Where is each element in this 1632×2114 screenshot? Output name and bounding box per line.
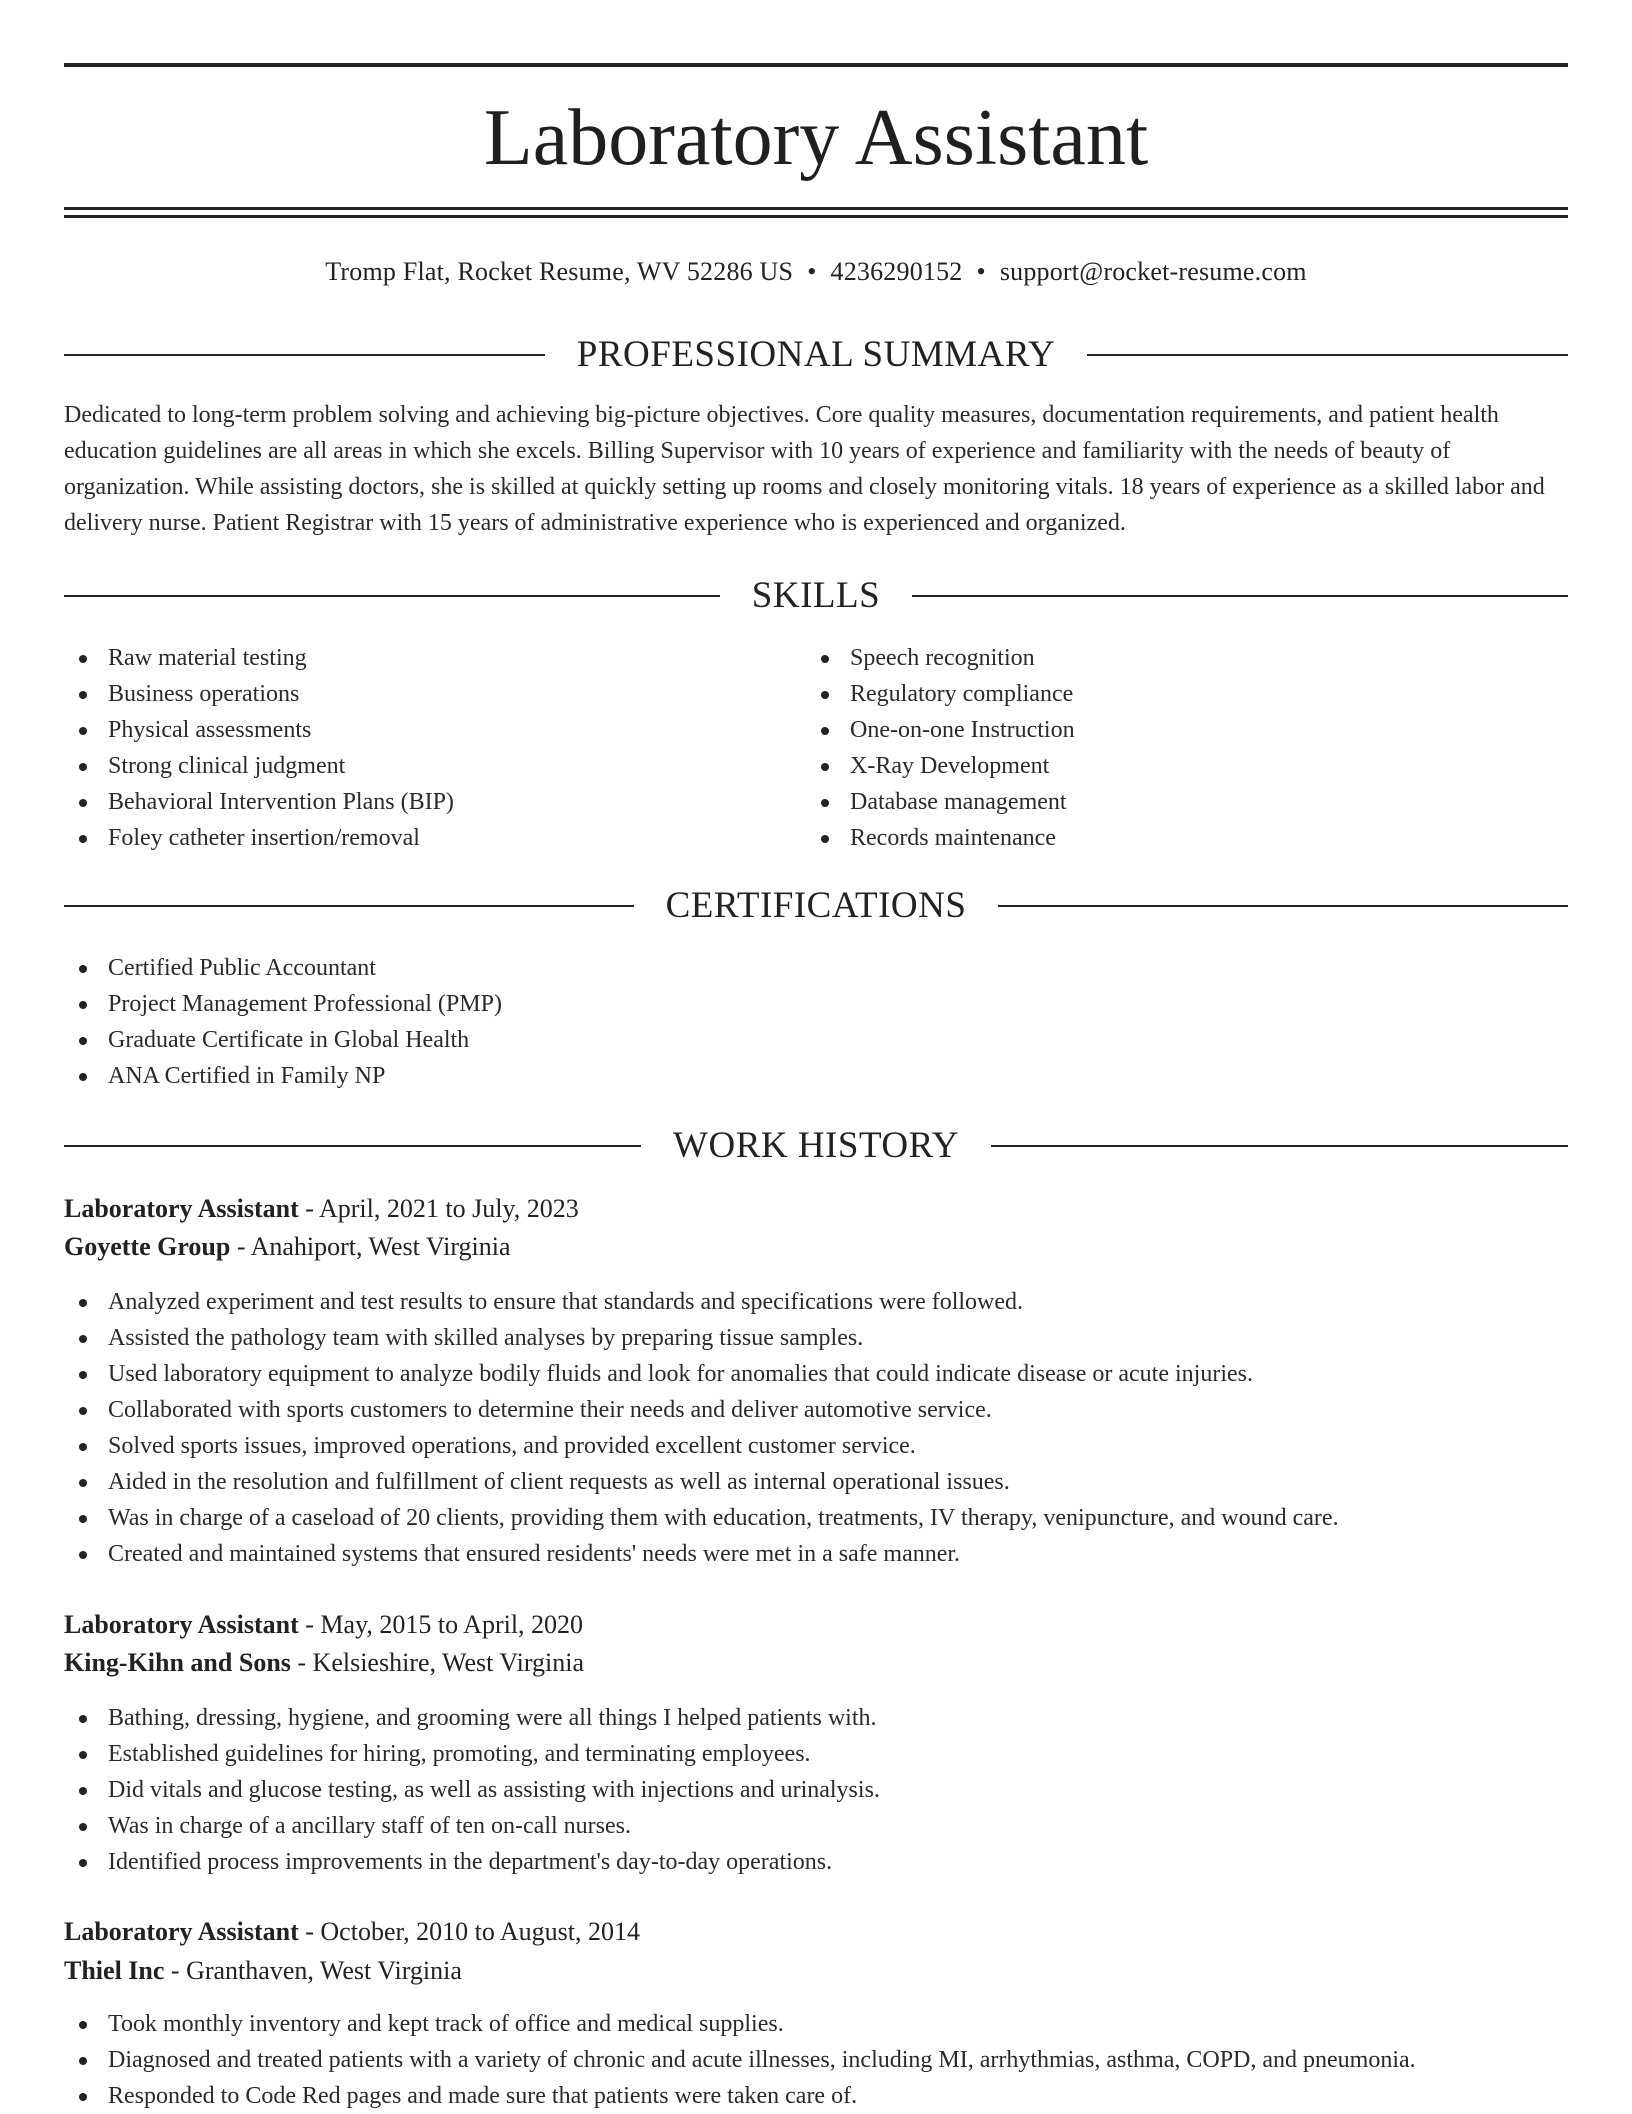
title-rule-lower	[64, 215, 1568, 218]
heading-rule-right	[991, 1145, 1568, 1147]
job-bullet: Identified process improvements in the department's day-to-day operations.	[64, 1844, 880, 1880]
job-title-line	[64, 1190, 579, 1228]
skills-heading-label: SKILLS	[751, 575, 881, 616]
job-location: - Granthaven, West Virginia	[164, 1956, 462, 1985]
job-company-line	[64, 1952, 462, 1990]
skill-item: Database management	[806, 784, 1075, 820]
job-bullet: Assisted the pathology team with skilled analyses by preparing tissue samples.	[64, 1320, 1339, 1356]
top-rule	[64, 63, 1568, 67]
job-company: Goyette Group	[64, 1232, 231, 1261]
certification-item: Certified Public Accountant	[64, 950, 502, 986]
summary-heading-label: PROFESSIONAL SUMMARY	[576, 334, 1056, 375]
skill-item: Speech recognition	[806, 640, 1075, 676]
job-dates: - October, 2010 to August, 2014	[298, 1917, 641, 1946]
job-bullet: Did vitals and glucose testing, as well as assisting with injections and urinalysis.	[64, 1772, 880, 1808]
skill-item: Physical assessments	[64, 712, 454, 748]
certification-item: ANA Certified in Family NP	[64, 1058, 502, 1094]
heading-rule-right	[1087, 354, 1568, 356]
certifications-heading	[64, 884, 1568, 928]
heading-rule-right	[912, 595, 1568, 597]
skills-list-right	[806, 640, 1075, 856]
job-bullet: Aided in the resolution and fulfillment of client requests as well as internal operational issues.	[64, 1464, 1339, 1500]
title-rule-upper	[64, 207, 1568, 210]
certification-item: Graduate Certificate in Global Health	[64, 1022, 502, 1058]
certifications-heading-label: CERTIFICATIONS	[665, 885, 967, 926]
skill-item: Strong clinical judgment	[64, 748, 454, 784]
job-bullet: Was in charge of a caseload of 20 clients, providing them with education, treatments, IV therapy, venipuncture, and wound care.	[64, 1500, 1339, 1536]
skill-item: Regulatory compliance	[806, 676, 1075, 712]
heading-rule-right	[998, 905, 1568, 907]
heading-rule-left	[64, 595, 720, 597]
job-company: King-Kihn and Sons	[64, 1648, 291, 1677]
job-dates: - April, 2021 to July, 2023	[298, 1194, 579, 1223]
skill-item: Foley catheter insertion/removal	[64, 820, 454, 856]
contact-address: Tromp Flat, Rocket Resume, WV 52286 US	[325, 257, 794, 286]
job-bullet: Responded to Code Red pages and made sure that patients were taken care of.	[64, 2078, 1416, 2114]
heading-rule-left	[64, 354, 545, 356]
job-bullet: Solved sports issues, improved operations, and provided excellent customer service.	[64, 1428, 1339, 1464]
job-bullets	[64, 1700, 880, 1880]
skill-item: Behavioral Intervention Plans (BIP)	[64, 784, 454, 820]
skill-item: X-Ray Development	[806, 748, 1075, 784]
job-dates: - May, 2015 to April, 2020	[298, 1610, 584, 1639]
job-company-line	[64, 1644, 584, 1682]
job-location: - Anahiport, West Virginia	[230, 1232, 511, 1261]
contact-phone: 4236290152	[830, 257, 963, 286]
job-bullet: Analyzed experiment and test results to ensure that standards and specifications were followed.	[64, 1284, 1339, 1320]
summary-text: Dedicated to long-term problem solving and achieving big-picture objectives. Core quality measures, documentation requirements, and patient health education guidelines are all areas in which she excels. Billing Supervisor with 10 years of experience and familiarity with the needs of beauty of organization. While assisting doctors, she is skilled at quickly setting up rooms and closely monitoring vitals. 18 years of experience as a skilled labor and delivery nurse. Patient Registrar with 15 years of administrative experience who is experienced and organized.	[64, 402, 1545, 536]
skill-item: One-on-one Instruction	[806, 712, 1075, 748]
resume-title: Laboratory Assistant	[483, 94, 1149, 182]
job-bullet: Established guidelines for hiring, promoting, and terminating employees.	[64, 1736, 880, 1772]
skill-item: Raw material testing	[64, 640, 454, 676]
job-title: Laboratory Assistant	[64, 1194, 299, 1223]
skill-item: Business operations	[64, 676, 454, 712]
job-bullet: Collaborated with sports customers to determine their needs and deliver automotive service.	[64, 1392, 1339, 1428]
certification-item: Project Management Professional (PMP)	[64, 986, 502, 1022]
job-title-line	[64, 1606, 583, 1644]
heading-rule-left	[64, 1145, 641, 1147]
job-location: - Kelsieshire, West Virginia	[290, 1648, 585, 1677]
skills-list-left	[64, 640, 454, 856]
job-bullet: Used laboratory equipment to analyze bodily fluids and look for anomalies that could indicate disease or acute injuries.	[64, 1356, 1339, 1392]
job-bullet: Bathing, dressing, hygiene, and grooming were all things I helped patients with.	[64, 1700, 880, 1736]
skills-heading	[64, 574, 1568, 618]
job-title-line	[64, 1913, 640, 1951]
contact-separator: •	[807, 257, 817, 286]
job-bullet: Took monthly inventory and kept track of office and medical supplies.	[64, 2006, 1416, 2042]
job-bullet: Diagnosed and treated patients with a variety of chronic and acute illnesses, including MI, arrhythmias, asthma, COPD, and pneumonia.	[64, 2042, 1416, 2078]
contact-separator: •	[976, 257, 986, 286]
contact-line	[64, 252, 1568, 292]
job-title: Laboratory Assistant	[64, 1917, 299, 1946]
job-bullets	[64, 2006, 1416, 2114]
heading-rule-left	[64, 905, 634, 907]
summary-heading	[64, 333, 1568, 377]
job-bullets	[64, 1284, 1339, 1572]
job-title: Laboratory Assistant	[64, 1610, 299, 1639]
job-bullet: Was in charge of a ancillary staff of ten on-call nurses.	[64, 1808, 880, 1844]
work-history-heading-label: WORK HISTORY	[673, 1125, 959, 1166]
job-company-line	[64, 1228, 511, 1266]
work-history-heading	[64, 1124, 1568, 1168]
certifications-list	[64, 950, 502, 1094]
job-bullet: Created and maintained systems that ensured residents' needs were met in a safe manner.	[64, 1536, 1339, 1572]
job-company: Thiel Inc	[64, 1956, 165, 1985]
contact-email: support@rocket-resume.com	[999, 257, 1307, 286]
skill-item: Records maintenance	[806, 820, 1075, 856]
